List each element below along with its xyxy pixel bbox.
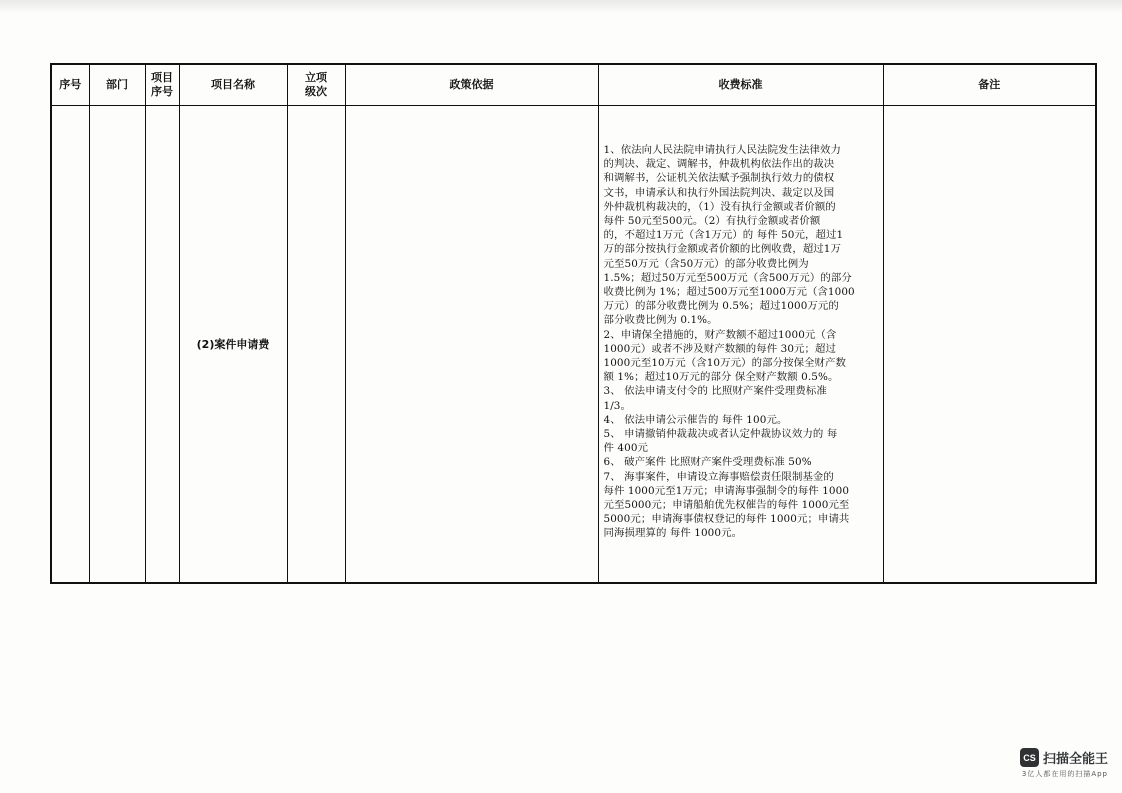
fee-line: 2、申请保全措施的，财产数额不超过1000元（含 bbox=[603, 328, 837, 341]
fee-line: 5、 申请撤销仲裁裁决或者认定仲裁协议效力的 每 bbox=[603, 428, 838, 441]
fee-line: 文书，申请承认和执行外国法院判决、裁定以及国 bbox=[603, 186, 835, 199]
camscanner-logo-icon: CS bbox=[1020, 748, 1039, 767]
fee-line: 1000元至10万元（含10万元）的部分按保全财产数 bbox=[603, 357, 847, 370]
header-level bbox=[287, 64, 345, 106]
table-row bbox=[51, 106, 1096, 584]
fee-line: 件 400元 bbox=[603, 442, 649, 455]
fee-line: 每件 1000元至1万元；申请海事强制令的每件 1000 bbox=[603, 484, 850, 497]
fee-line: 5000元；申请海事债权登记的每件 1000元；申请共 bbox=[603, 513, 850, 526]
header-fee-standard: 收费标准 bbox=[598, 64, 883, 106]
fee-line: 的，不超过1万元（含1万元）的 每件 50元，超过1 bbox=[603, 229, 844, 242]
fee-line: 收费比例为 1%；超过500万元至1000万元（含1000 bbox=[603, 286, 855, 299]
fee-line: 万元）的部分收费比例为 0.5%；超过1000万元的 bbox=[603, 300, 839, 313]
scan-page-edge bbox=[0, 0, 1122, 14]
fee-line: 外仲裁机构裁决的，（1）没有执行金额或者价额的 bbox=[603, 200, 836, 213]
cell-level bbox=[287, 106, 345, 584]
cell-remarks bbox=[883, 106, 1096, 584]
header-item-seq bbox=[145, 64, 179, 106]
header-level-label: 立项级次 bbox=[305, 71, 327, 98]
fee-line: 部分收费比例为 0.1%。 bbox=[603, 314, 718, 327]
fee-line: 的判决、裁定、调解书，仲裁机构依法作出的裁决 bbox=[603, 158, 835, 171]
fee-line: 同海损理算的 每件 1000元。 bbox=[603, 527, 743, 540]
fee-line: 元至50万元（含50万元）的部分收费比例为 bbox=[603, 257, 809, 270]
scanner-watermark bbox=[1020, 748, 1108, 779]
cell-policy-basis bbox=[345, 106, 598, 584]
fee-line: 1、依法向人民法院申请执行人民法院发生法律效力 bbox=[603, 144, 842, 156]
fee-line: 1/3。 bbox=[603, 399, 632, 412]
header-remarks: 备注 bbox=[883, 64, 1096, 106]
fee-line: 和调解书，公证机关依法赋予强制执行效力的债权 bbox=[603, 172, 835, 185]
cell-seq bbox=[51, 106, 89, 584]
fee-line: 元至5000元；申请船舶优先权催告的每件 1000元至 bbox=[603, 499, 850, 512]
cell-item-seq bbox=[145, 106, 179, 584]
header-seq: 序号 bbox=[51, 64, 89, 106]
fee-line: 1000元）或者不涉及财产数额的每件 30元；超过 bbox=[603, 342, 836, 355]
watermark-tagline: 3亿人都在用的扫描App bbox=[1021, 770, 1108, 778]
header-item-seq-label: 项目序号 bbox=[151, 71, 173, 98]
fee-line: 1.5%；超过50万元至500万元（含500万元）的部分 bbox=[603, 271, 852, 284]
header-department: 部门 bbox=[89, 64, 145, 106]
table-header-row bbox=[51, 64, 1096, 106]
cell-department bbox=[89, 106, 145, 584]
fee-line: 3、 依法申请支付令的 比照财产案件受理费标准 bbox=[603, 385, 827, 398]
fee-line: 额 1%；超过10万元的部分 保全财产数额 0.5%。 bbox=[603, 371, 839, 384]
fee-line: 4、 依法申请公示催告的 每件 100元。 bbox=[603, 413, 788, 426]
fee-line: 7、 海事案件，申请设立海事赔偿责任限制基金的 bbox=[603, 470, 834, 483]
header-item-name: 项目名称 bbox=[179, 64, 287, 106]
watermark-app-name: 扫描全能王 bbox=[1042, 752, 1108, 767]
fee-line: 万的部分按执行金额或者价额的比例收费，超过1万 bbox=[603, 243, 842, 256]
cell-item-name: (2)案件申请费 bbox=[179, 106, 287, 584]
fee-line: 6、 破产案件 比照财产案件受理费标准 50% bbox=[603, 456, 812, 469]
fee-line: 每件 50元至500元。（2）有执行金额或者价额 bbox=[603, 215, 821, 228]
cell-fee-standard bbox=[598, 106, 883, 584]
fee-standard-text bbox=[599, 106, 883, 541]
header-policy-basis: 政策依据 bbox=[345, 64, 598, 106]
fee-standard-table bbox=[50, 63, 1097, 584]
